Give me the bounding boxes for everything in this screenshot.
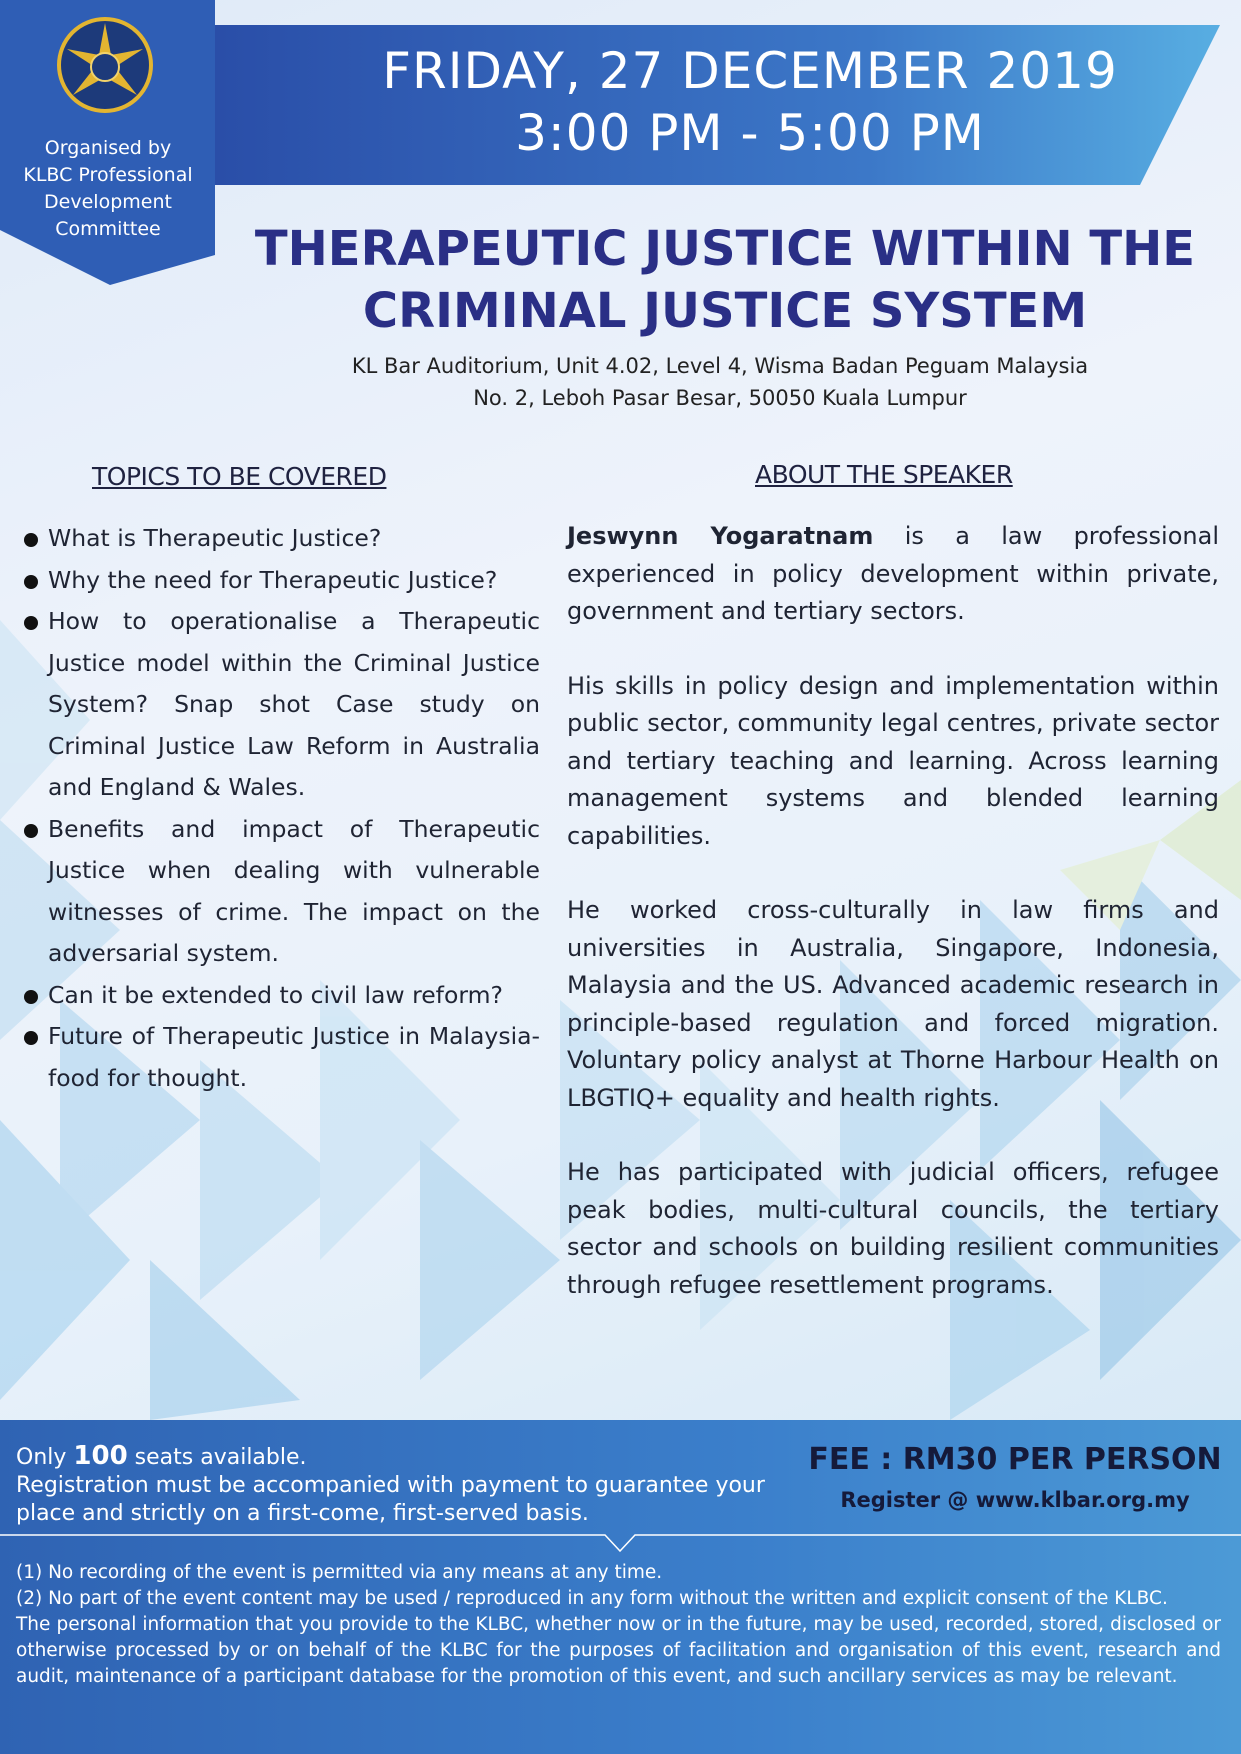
speaker-bio <box>567 518 1219 1341</box>
organiser-line: Development <box>44 191 172 213</box>
title-line: CRIMINAL JUSTICE SYSTEM <box>362 283 1088 339</box>
list-item <box>20 809 540 975</box>
topic-text: How to operationalise a Therapeutic Justice model within the Criminal Justice System? Snap shot Case study on Criminal Justice Law Reform in Australia and England & Wales. <box>48 607 540 801</box>
organiser-line: Committee <box>55 218 161 240</box>
organiser-line: KLBC Professional <box>23 164 193 186</box>
klbc-crest-icon <box>55 15 155 115</box>
topic-text: Can it be extended to civil law reform? <box>48 980 503 1009</box>
list-item <box>20 1016 540 1099</box>
event-date: FRIDAY, 27 DECEMBER 2019 <box>382 42 1118 100</box>
register-link[interactable]: Register @ www.klbar.org.my <box>840 1488 1190 1512</box>
topic-text: Why the need for Therapeutic Justice? <box>48 565 498 594</box>
topic-text: Future of Therapeutic Justice in Malaysia- food for thought. <box>48 1022 540 1092</box>
venue-line: KL Bar Auditorium, Unit 4.02, Level 4, Wisma Badan Peguam Malaysia <box>351 354 1089 378</box>
bullet-icon <box>24 575 38 589</box>
bullet-icon <box>24 533 38 547</box>
organiser-label <box>18 135 198 243</box>
terms-notes <box>16 1560 1221 1690</box>
venue-address <box>200 350 1240 414</box>
list-item <box>20 975 540 1017</box>
bullet-icon <box>24 990 38 1004</box>
seats-notice <box>16 1442 806 1528</box>
note-line: (1) No recording of the event is permitted via any means at any time. <box>16 1562 663 1583</box>
seats-count: 100 <box>73 1441 128 1471</box>
topics-list <box>20 518 540 1099</box>
bullet-icon <box>24 1031 38 1045</box>
topic-text: Benefits and impact of Therapeutic Justice when dealing with vulnerable witnesses of crime. The impact on the adversarial system. <box>48 814 540 967</box>
bullet-icon <box>24 824 38 838</box>
list-item <box>20 518 540 560</box>
topics-heading: TOPICS TO BE COVERED <box>92 462 387 491</box>
event-datetime <box>300 40 1200 164</box>
bullet-icon <box>24 616 38 630</box>
list-item <box>20 601 540 809</box>
bio-paragraph: He has participated with judicial officers, refugee peak bodies, multi-cultural councils, the tertiary sector and schools on building resilient communities through refugee resettlement programs. <box>567 1158 1219 1299</box>
registration-note: Registration must be accompanied with payment to guarantee your place and strictly on a first-come, first-served basis. <box>16 1473 765 1526</box>
note-line: (2) No part of the event content may be used / reproduced in any form without the written and explicit consent of the KLBC. <box>16 1588 1168 1609</box>
bio-paragraph: His skills in policy design and implementation within public sector, community legal centres, private sector and tertiary teaching and learning. Across learning management systems and blended learning capabilities. <box>567 671 1219 850</box>
organiser-line: Organised by <box>44 137 172 159</box>
topic-text: What is Therapeutic Justice? <box>48 524 382 552</box>
privacy-note: The personal information that you provide to the KLBC, whether now or in the future, may be used, recorded, stored, disclosed or otherwise processed by or on behalf of the KLBC for the purposes of facilitation and organisation of this event, research and audit, maintenance of a participant database for the promotion of this event, and such ancillary services as may be relevant. <box>16 1614 1221 1687</box>
event-title <box>215 218 1235 342</box>
speaker-name: Jeswynn Yogaratnam <box>567 522 874 550</box>
title-line: THERAPEUTIC JUSTICE WITHIN THE <box>254 221 1196 277</box>
venue-line: No. 2, Leboh Pasar Besar, 50050 Kuala Lumpur <box>473 386 967 410</box>
list-item <box>20 560 540 602</box>
speaker-heading: ABOUT THE SPEAKER <box>755 460 1013 489</box>
fee-label: FEE : RM30 PER PERSON <box>808 1442 1222 1477</box>
seats-suffix: seats available. <box>127 1445 307 1470</box>
divider-line <box>0 1525 1241 1555</box>
bio-paragraph: He worked cross-culturally in law firms and universities in Australia, Singapore, Indonesia, Malaysia and the US. Advanced academic research in principle-based regulation and forced migration. Voluntary policy analyst at Thorne Harbour Health on LBGTIQ+ equality and health rights. <box>567 896 1219 1112</box>
seats-prefix: Only <box>16 1445 74 1470</box>
bio-paragraph <box>567 518 1219 631</box>
event-time: 3:00 PM - 5:00 PM <box>515 104 985 162</box>
bio-text: is a law professional experienced in policy development within private, government and tertiary sectors. <box>567 522 1219 625</box>
